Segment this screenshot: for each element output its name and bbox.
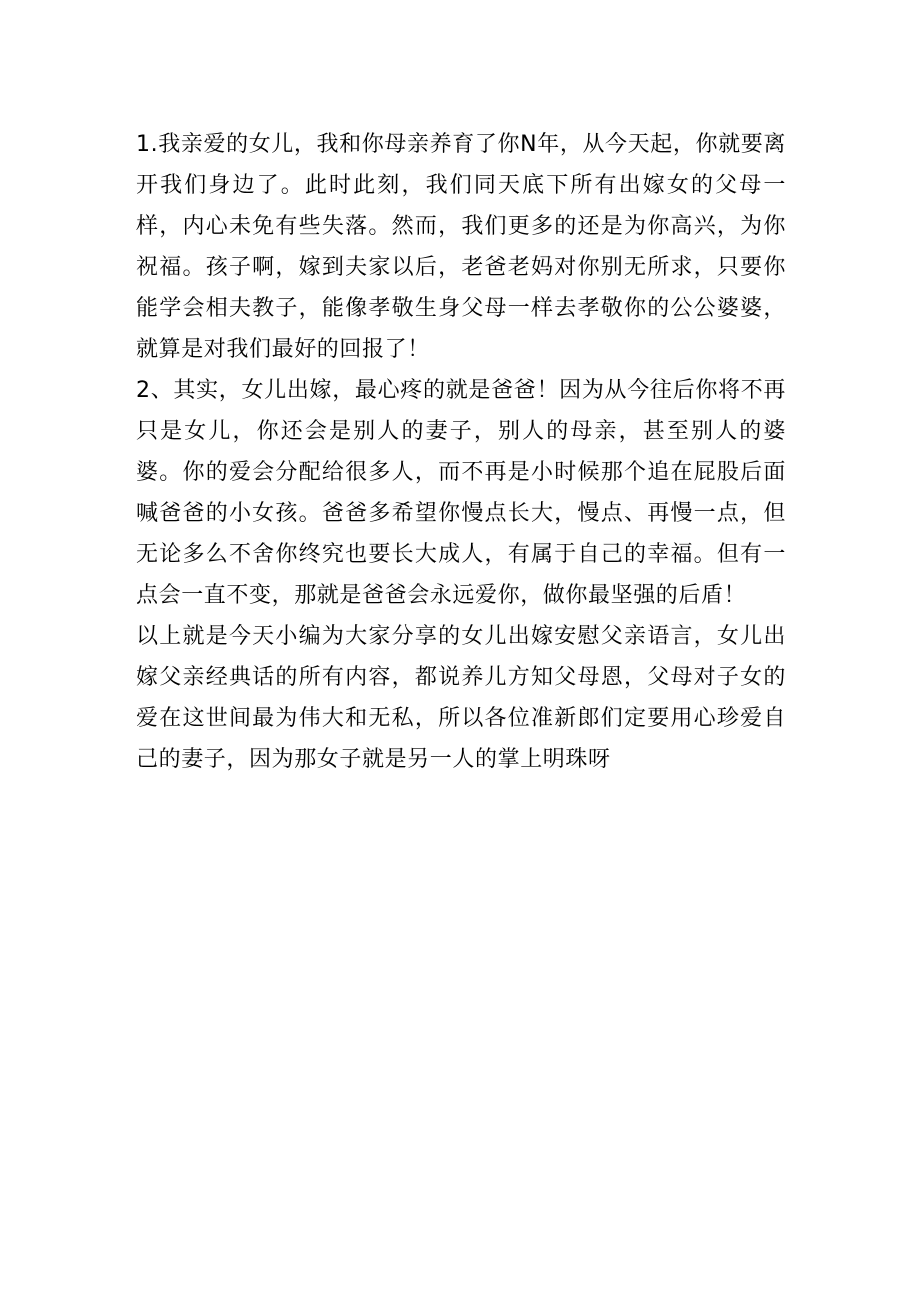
paragraph-3: 以上就是今天小编为大家分享的女儿出嫁安慰父亲语言，女儿出嫁父亲经典话的所有内容，都说养儿方知父母恩，父母对子女的爱在这世间最为伟大和无私，所以各位准新郎们定要用心珍爱自己的妻子，因为那女子就是另一人的掌上明珠呀 [136,624,786,772]
paragraph-1: 1.我亲爱的女儿，我和你母亲养育了你N年，从今天起，你就要离开我们身边了。此时此刻，我们同天底下所有出嫁女的父母一样，内心未免有些失落。然而，我们更多的还是为你高兴，为你祝福。孩子啊，嫁到夫家以后，老爸老妈对你别无所求，只要你能学会相夫教子，能像孝敬生身父母一样去孝敬你的公公婆婆，就算是对我们最好的回报了！ [136,132,786,362]
document-body [136,124,786,780]
paragraph-2: 2、其实，女儿出嫁，最心疼的就是爸爸！因为从今往后你将不再只是女儿，你还会是别人的妻子，别人的母亲，甚至别人的婆婆。你的爱会分配给很多人，而不再是小时候那个追在屁股后面喊爸爸的小女孩。爸爸多希望你慢点长大，慢点、再慢一点，但无论多么不舍你终究也要长大成人，有属于自己的幸福。但有一点会一直不变，那就是爸爸会永远爱你，做你最坚强的后盾！ [136,378,786,608]
